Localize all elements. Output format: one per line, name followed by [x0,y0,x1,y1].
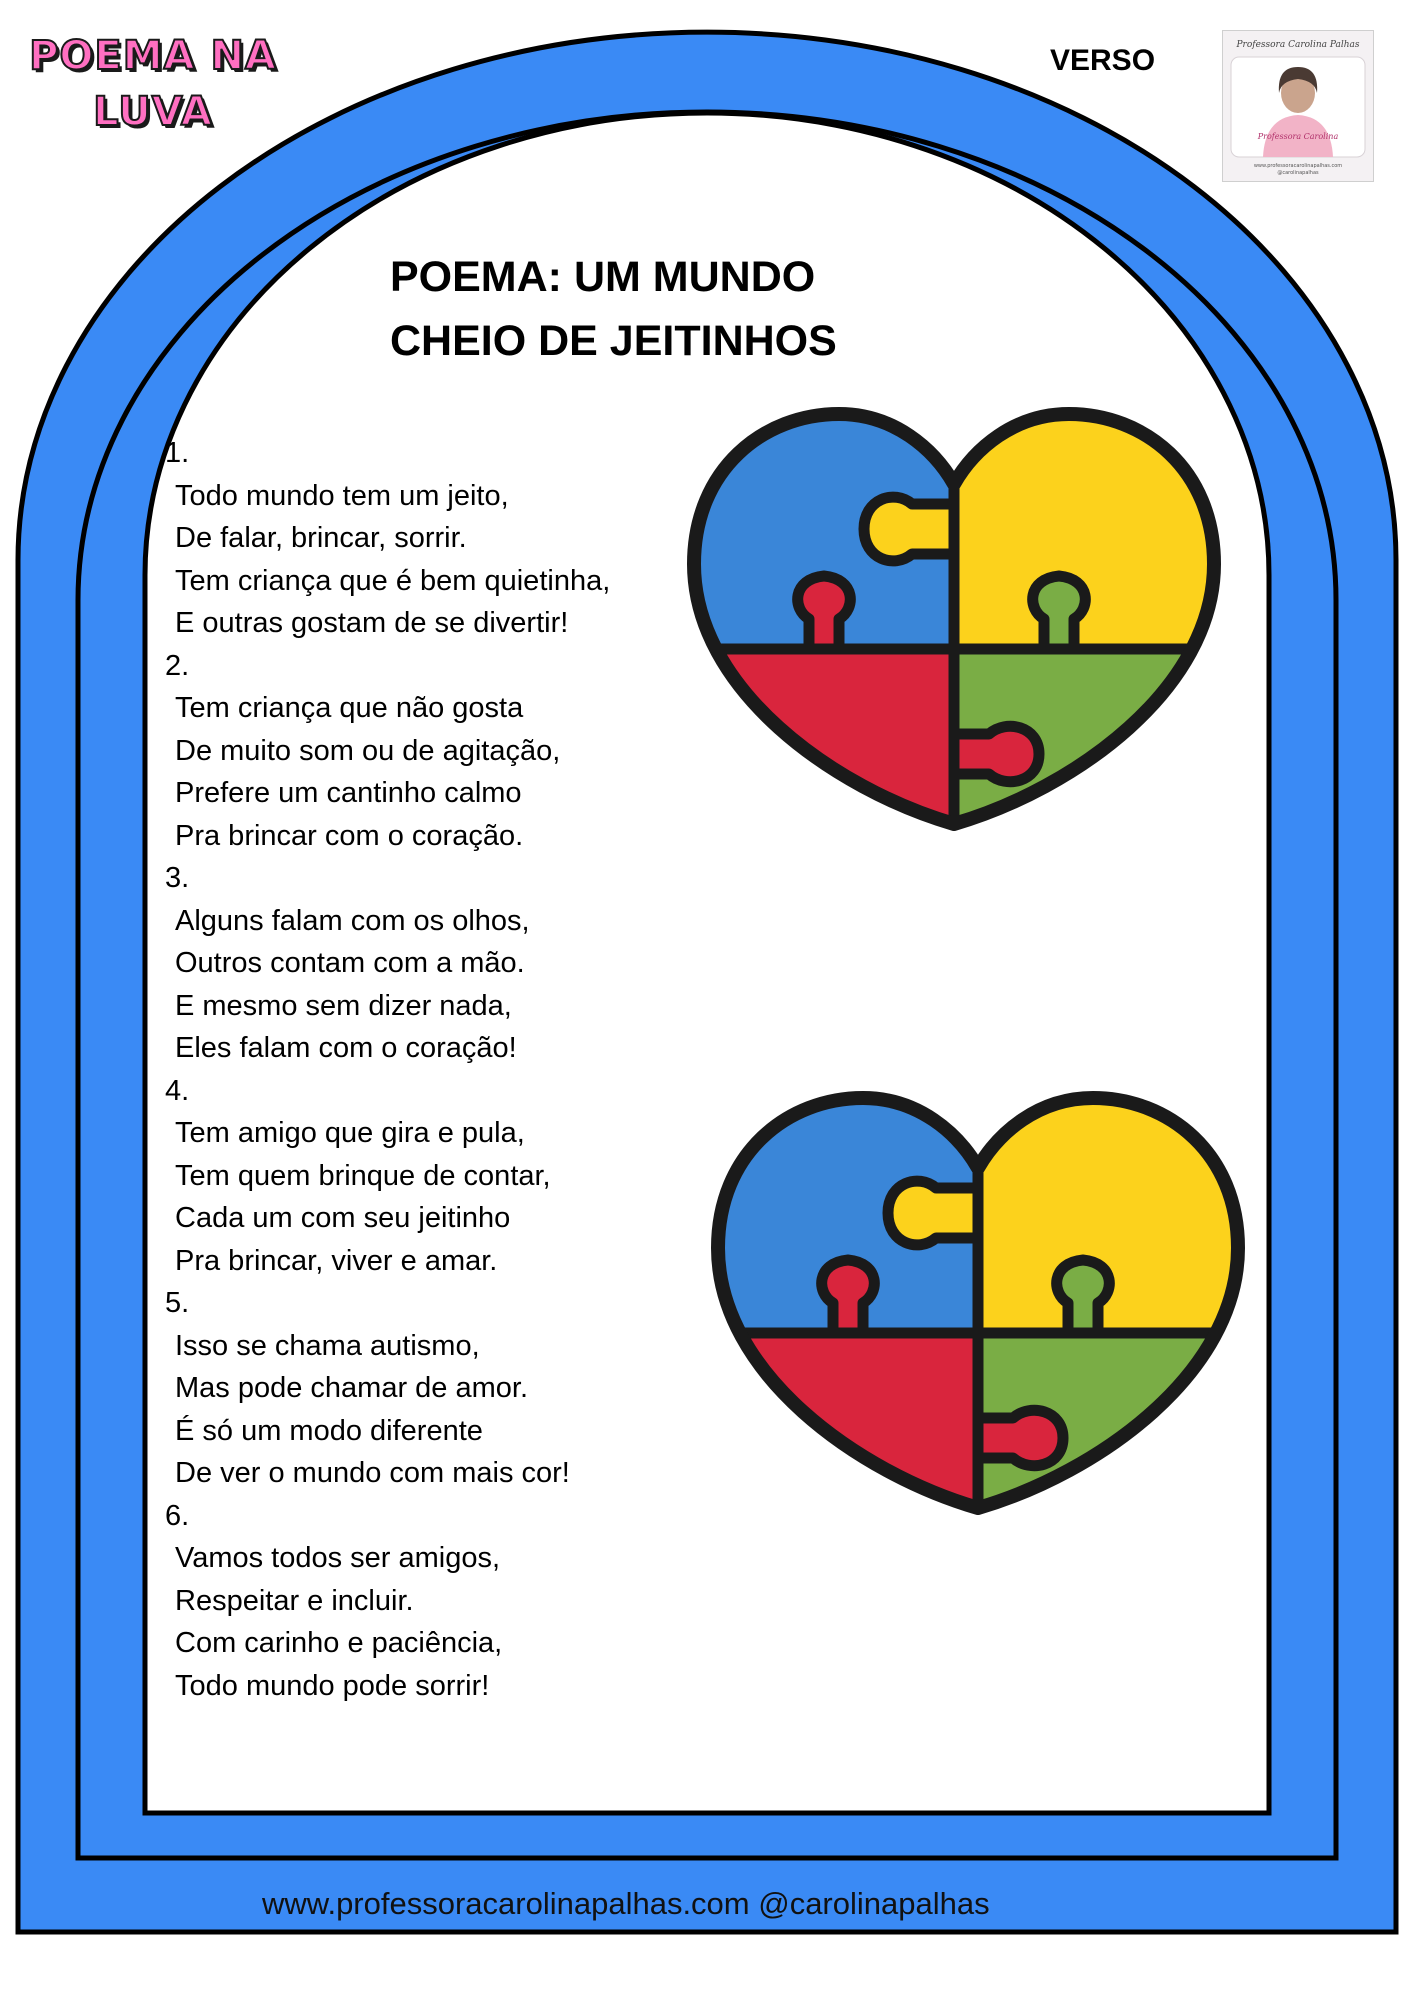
stanza-number: 2. [165,649,190,682]
verse-line: Eles falam com o coração! [175,1032,517,1064]
photo-shirt-text: Professora Carolina [1257,132,1339,141]
verse-line: E mesmo sem dizer nada, [175,989,512,1022]
footer-links[interactable]: www.professoracarolinapalhas.com @carolinapalhas [262,1886,990,1921]
verse-line: Isso se chama autismo, [175,1329,480,1362]
author-photo [1222,30,1374,182]
stanza [165,857,705,1070]
verse-line: De falar, brincar, sorrir. [175,522,467,554]
verse-line: Pra brincar, viver e amar. [175,1244,498,1277]
verse-line: Todo mundo pode sorrir! [175,1669,490,1702]
stanza [165,432,705,645]
poem-body [165,432,705,1707]
verse-line: Mas pode chamar de amor. [175,1372,529,1404]
stanza [165,1282,705,1495]
puzzle-heart-icon [684,404,1224,834]
photo-url-text: www.professoracarolinapalhas.com [1253,163,1343,169]
photo-handle-text: @carolinapalhas [1277,170,1319,176]
poem-title [390,245,910,373]
verse-line: Todo mundo tem um jeito, [175,479,509,512]
poem-title-line1: POEMA: UM MUNDO [390,253,816,301]
verse-line: E outras gostam de se divertir! [175,607,569,639]
verse-line: Com carinho e paciência, [175,1627,503,1659]
verse-line: Cada um com seu jeitinho [175,1202,511,1234]
verse-line: Alguns falam com os olhos, [175,904,530,937]
stanza-number: 6. [165,1499,190,1532]
stanza [165,1070,705,1283]
brand-logo-line1: POEMA NA [29,33,277,79]
verse-line: Respeitar e incluir. [175,1584,414,1617]
puzzle-heart-icon [708,1088,1248,1518]
verse-line: Tem quem brinque de contar, [175,1159,551,1192]
stanza-number: 4. [165,1074,190,1107]
stanza [165,1495,705,1708]
verse-line: Vamos todos ser amigos, [175,1542,501,1574]
verse-line: De ver o mundo com mais cor! [175,1457,570,1489]
brand-logo-line2: LUVA [93,89,213,135]
verse-line: Tem criança que não gosta [175,692,524,724]
brand-logo [28,28,278,140]
verse-line: É só um modo diferente [175,1414,483,1447]
stanza [165,645,705,858]
stanza-number: 5. [165,1287,190,1319]
stanza-number: 3. [165,862,190,894]
verse-line: De muito som ou de agitação, [175,734,561,767]
verse-line: Pra brincar com o coração. [175,819,524,852]
author-photo-image [1223,31,1373,181]
stanza-number: 1. [165,437,190,469]
verse-line: Tem amigo que gira e pula, [175,1117,525,1149]
verso-label: VERSO [1050,44,1156,77]
verse-line: Outros contam com a mão. [175,947,525,979]
verse-line: Prefere um cantinho calmo [175,777,522,809]
verse-line: Tem criança que é bem quietinha, [175,564,611,597]
photo-caption: Professora Carolina Palhas [1236,40,1360,50]
poem-title-line2: CHEIO DE JEITINHOS [390,317,837,365]
